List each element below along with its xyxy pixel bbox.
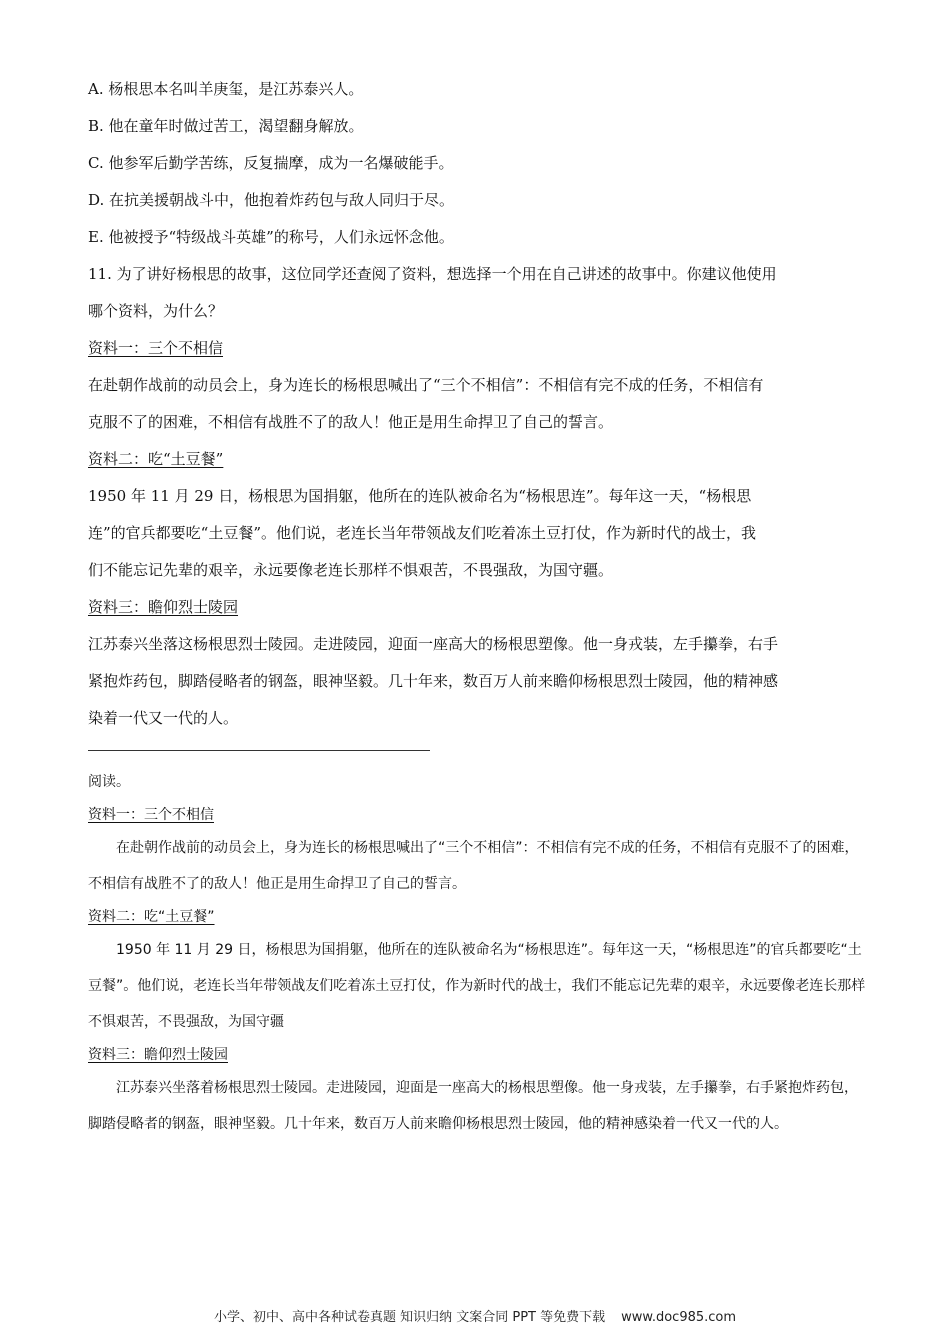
- question-section: [88, 71, 868, 737]
- footer-text: 小学、初中、高中各种试卷真题 知识归纳 文案合同 PPT 等免费下载: [213, 1310, 606, 1325]
- question-11-line-1: 11. 为了讲好杨根思的故事，这位同学还查阅了资料，想选择一个用在自己讲述的故事中。你建议他使用: [88, 265, 777, 283]
- option-e: E. 他被授予“特级战斗英雄”的称号，人们永远怀念他。: [88, 228, 454, 246]
- material-3-line-2: 紧抱炸药包，脚踏侵略者的钢盔，眼神坚毅。几十年来，数百万人前来瞻仰杨根思烈士陵园，他的精神感: [88, 672, 779, 690]
- option-d: D. 在抗美援朝战斗中，他抱着炸药包与敌人同归于尽。: [88, 191, 455, 209]
- reading-section: [88, 764, 868, 1142]
- material-2-line-3: 们不能忘记先辈的艰辛，永远要像老连长那样不惧艰苦，不畏强敌，为国守疆。: [88, 561, 614, 579]
- material-3-line-3: 染着一代又一代的人。: [88, 709, 239, 727]
- reading-material-3-title: 资料三：瞻仰烈士陵园: [88, 1047, 228, 1063]
- material-1-line-1: 在赴朝作战前的动员会上，身为连长的杨根思喊出了“三个不相信”：不相信有完不成的任务，不相信有: [88, 376, 764, 394]
- reading-material-1-title: 资料一：三个不相信: [88, 807, 214, 823]
- reading-material-2-title: 资料二：吃“土豆餐”: [88, 909, 215, 925]
- option-b: B. 他在童年时做过苦工，渴望翻身解放。: [88, 117, 364, 135]
- material-3-line-1: 江苏泰兴坐落这杨根思烈士陵园。走进陵园，迎面一座高大的杨根思塑像。他一身戎装，左手攥拳，右手: [88, 635, 779, 653]
- option-c: C. 他参军后勤学苦练，反复揣摩，成为一名爆破能手。: [88, 154, 454, 172]
- divider-line: [88, 750, 430, 751]
- material-1-title: 资料一：三个不相信: [88, 339, 224, 357]
- question-11-line-2: 哪个资料，为什么？: [88, 302, 224, 320]
- reading-material-2-text: 1950 年 11 月 29 日，杨根思为国捐躯，他所在的连队被命名为“杨根思连”。每年这一天，“杨根思连”的官兵都要吃“土豆餐”。他们说，老连长当年带领战友们吃着冻土豆打仗，作为新时代的战士，我们不能忘记先辈的艰辛，永远要像老连长那样不惧艰苦，不畏强敌，为国守疆: [88, 942, 866, 1030]
- footer-url[interactable]: www.doc985.com: [621, 1310, 737, 1325]
- option-a: A. 杨根思本名叫羊庚玺，是江苏泰兴人。: [88, 80, 364, 98]
- page-footer: [0, 1306, 950, 1325]
- material-2-line-1: 1950 年 11 月 29 日，杨根思为国捐躯，他所在的连队被命名为“杨根思连”。每年这一天，“杨根思: [88, 487, 752, 505]
- material-2-line-2: 连”的官兵都要吃“土豆餐”。他们说，老连长当年带领战友们吃着冻土豆打仗，作为新时代的战士，我: [88, 524, 757, 542]
- reading-material-3-text: 江苏泰兴坐落着杨根思烈士陵园。走进陵园，迎面是一座高大的杨根思塑像。他一身戎装，左手攥拳，右手紧抱炸药包，脚踏侵略者的钢盔，眼神坚毅。几十年来，数百万人前来瞻仰杨根思烈士陵园，他的精神感染着一代又一代的人。: [88, 1080, 858, 1132]
- material-3-title: 资料三：瞻仰烈士陵园: [88, 598, 239, 616]
- material-2-title: 资料二：吃“土豆餐”: [88, 450, 224, 468]
- reading-label: 阅读。: [88, 774, 130, 790]
- reading-material-1-text: 在赴朝作战前的动员会上，身为连长的杨根思喊出了“三个不相信”：不相信有完不成的任务，不相信有克服不了的困难，不相信有战胜不了的敌人！他正是用生命捍卫了自己的誓言。: [88, 840, 859, 892]
- material-1-line-2: 克服不了的困难，不相信有战胜不了的敌人！他正是用生命捍卫了自己的誓言。: [88, 413, 614, 431]
